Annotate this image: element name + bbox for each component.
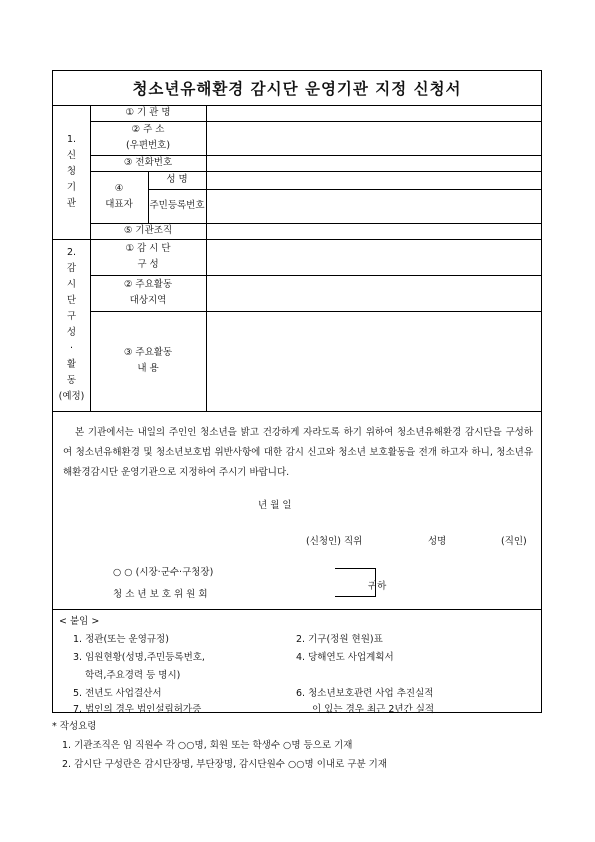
content-label-main: ③ 주요활동 — [123, 347, 173, 358]
applicant-name-label: 성명 — [428, 536, 447, 547]
recipient-line1: ○ ○ (시장·군수·구청장) — [113, 567, 214, 578]
attachment-item: 7. 법인의 경우 법인설립허가증 — [73, 704, 202, 715]
composition-label-main: ① 감 시 단 — [125, 243, 171, 254]
address-label — [90, 121, 206, 155]
grid-line — [53, 411, 541, 412]
org-structure-field[interactable] — [206, 223, 541, 239]
rep-id-label: 주민등록번호 — [149, 200, 205, 212]
content-label — [90, 311, 206, 411]
section2-label — [53, 239, 90, 411]
attachment-item: 학력,주요경력 등 명시) — [85, 670, 181, 681]
attachment-item: 2. 기구(정원 현원)표 — [296, 634, 383, 645]
org-name-field[interactable] — [206, 105, 541, 121]
section1-label — [53, 105, 90, 239]
attachment-item: 1. 정관(또는 운영규정) — [73, 634, 169, 645]
section1-label-2: 청 — [66, 166, 77, 177]
rep-name-label: 성 명 — [166, 174, 188, 186]
section1-label-3: 기 — [66, 182, 77, 193]
grid-line — [90, 275, 541, 276]
composition-label-sub: 구 성 — [137, 259, 159, 270]
rep-name-field[interactable] — [206, 171, 541, 189]
grid-line — [90, 105, 91, 411]
section2-label-0: 2. — [66, 247, 77, 258]
grid-line — [53, 239, 541, 240]
attachment-item: 이 있는 경우 최근 2년간 실적 — [312, 704, 435, 715]
section1-label-1: 신 — [66, 150, 77, 161]
statement-text: 본 기관에서는 내일의 주인인 청소년을 밝고 건강하게 자라도록 하기 위하여 청소년유해환경 감시단을 구성하여 청소년유해환경 및 청소년보호법 위반사항에 대한 감시 신고와 청소년 보호활동을 전개 하고자 하니, 청소년유해환경감시단 운영기관으로 지정하여 주시기 바랍니다. — [63, 427, 533, 478]
rep-label-num: ④ — [114, 183, 124, 194]
application-form — [52, 70, 542, 713]
org-name-label: ① 기 관 명 — [125, 107, 171, 119]
org-structure-label: ⑤ 기관조직 — [123, 225, 173, 237]
grid-line — [90, 171, 541, 172]
area-field[interactable] — [206, 275, 541, 311]
applicant-label: (신청인) 직위 — [306, 536, 363, 547]
attachment-item: 6. 청소년보호관련 사업 추진실적 — [296, 688, 434, 699]
section2-label-7: 활 — [66, 359, 77, 370]
attachments-divider — [53, 609, 541, 610]
form-title: 청소년유해환경 감시단 운영기관 지정 신청서 — [53, 71, 541, 106]
grid-line — [148, 189, 541, 190]
rep-id-field[interactable] — [206, 189, 541, 223]
attachments-header: < 붙임 > — [59, 616, 100, 627]
section2-label-5: 성 — [66, 327, 77, 338]
composition-field[interactable] — [206, 239, 541, 275]
content-label-sub: 내 용 — [137, 363, 159, 374]
phone-label: ③ 전화번호 — [123, 157, 173, 169]
area-label-sub: 대상지역 — [129, 295, 167, 306]
grid-line — [90, 311, 541, 312]
rep-label-text: 대표자 — [105, 199, 133, 210]
address-field[interactable] — [206, 121, 541, 155]
section1-label-0: 1. — [66, 134, 77, 145]
attachment-item: 5. 전년도 사업결산서 — [73, 688, 162, 699]
grid-line — [148, 171, 149, 223]
section2-label-6: · — [69, 343, 74, 354]
grid-line — [90, 223, 541, 224]
recipient-suffix: 귀하 — [368, 581, 387, 592]
writing-guide-header: * 작성요령 — [52, 721, 97, 732]
writing-guide — [52, 717, 387, 774]
composition-label — [90, 239, 206, 275]
grid-line — [206, 105, 207, 411]
writing-guide-item: 2. 감시단 구성란은 감시단장명, 부단장명, 감시단원수 ○○명 이내로 구분 기재 — [62, 759, 387, 770]
section2-label-2: 시 — [66, 279, 77, 290]
grid-line — [90, 155, 541, 156]
attachment-item: 4. 당해연도 사업계획서 — [296, 652, 394, 663]
section2-label-4: 구 — [66, 311, 77, 322]
section2-label-8: 동 — [66, 375, 77, 386]
writing-guide-item: 1. 기관조직은 임 직원수 각 ○○명, 회원 또는 학생수 ○명 등으로 기재 — [62, 740, 353, 751]
recipient-line2: 청 소 년 보 호 위 원 회 — [113, 589, 208, 600]
section1-label-4: 관 — [66, 198, 77, 209]
phone-field[interactable] — [206, 155, 541, 171]
applicant-seal: (직인) — [501, 536, 527, 547]
date-line: 년 월 일 — [258, 500, 292, 511]
area-label — [90, 275, 206, 311]
address-label-sub: (우편번호) — [125, 140, 171, 151]
grid-line — [90, 121, 541, 122]
content-field[interactable] — [206, 311, 541, 411]
section2-label-1: 감 — [66, 263, 77, 274]
rep-label — [90, 171, 148, 223]
section2-label-3: 단 — [66, 295, 77, 306]
section2-label-9: (예정) — [58, 391, 85, 402]
area-label-main: ② 주요활동 — [123, 279, 173, 290]
address-label-main: ② 주 소 — [131, 124, 165, 135]
attachment-item: 3. 임원현황(성명,주민등록번호, — [73, 652, 205, 663]
